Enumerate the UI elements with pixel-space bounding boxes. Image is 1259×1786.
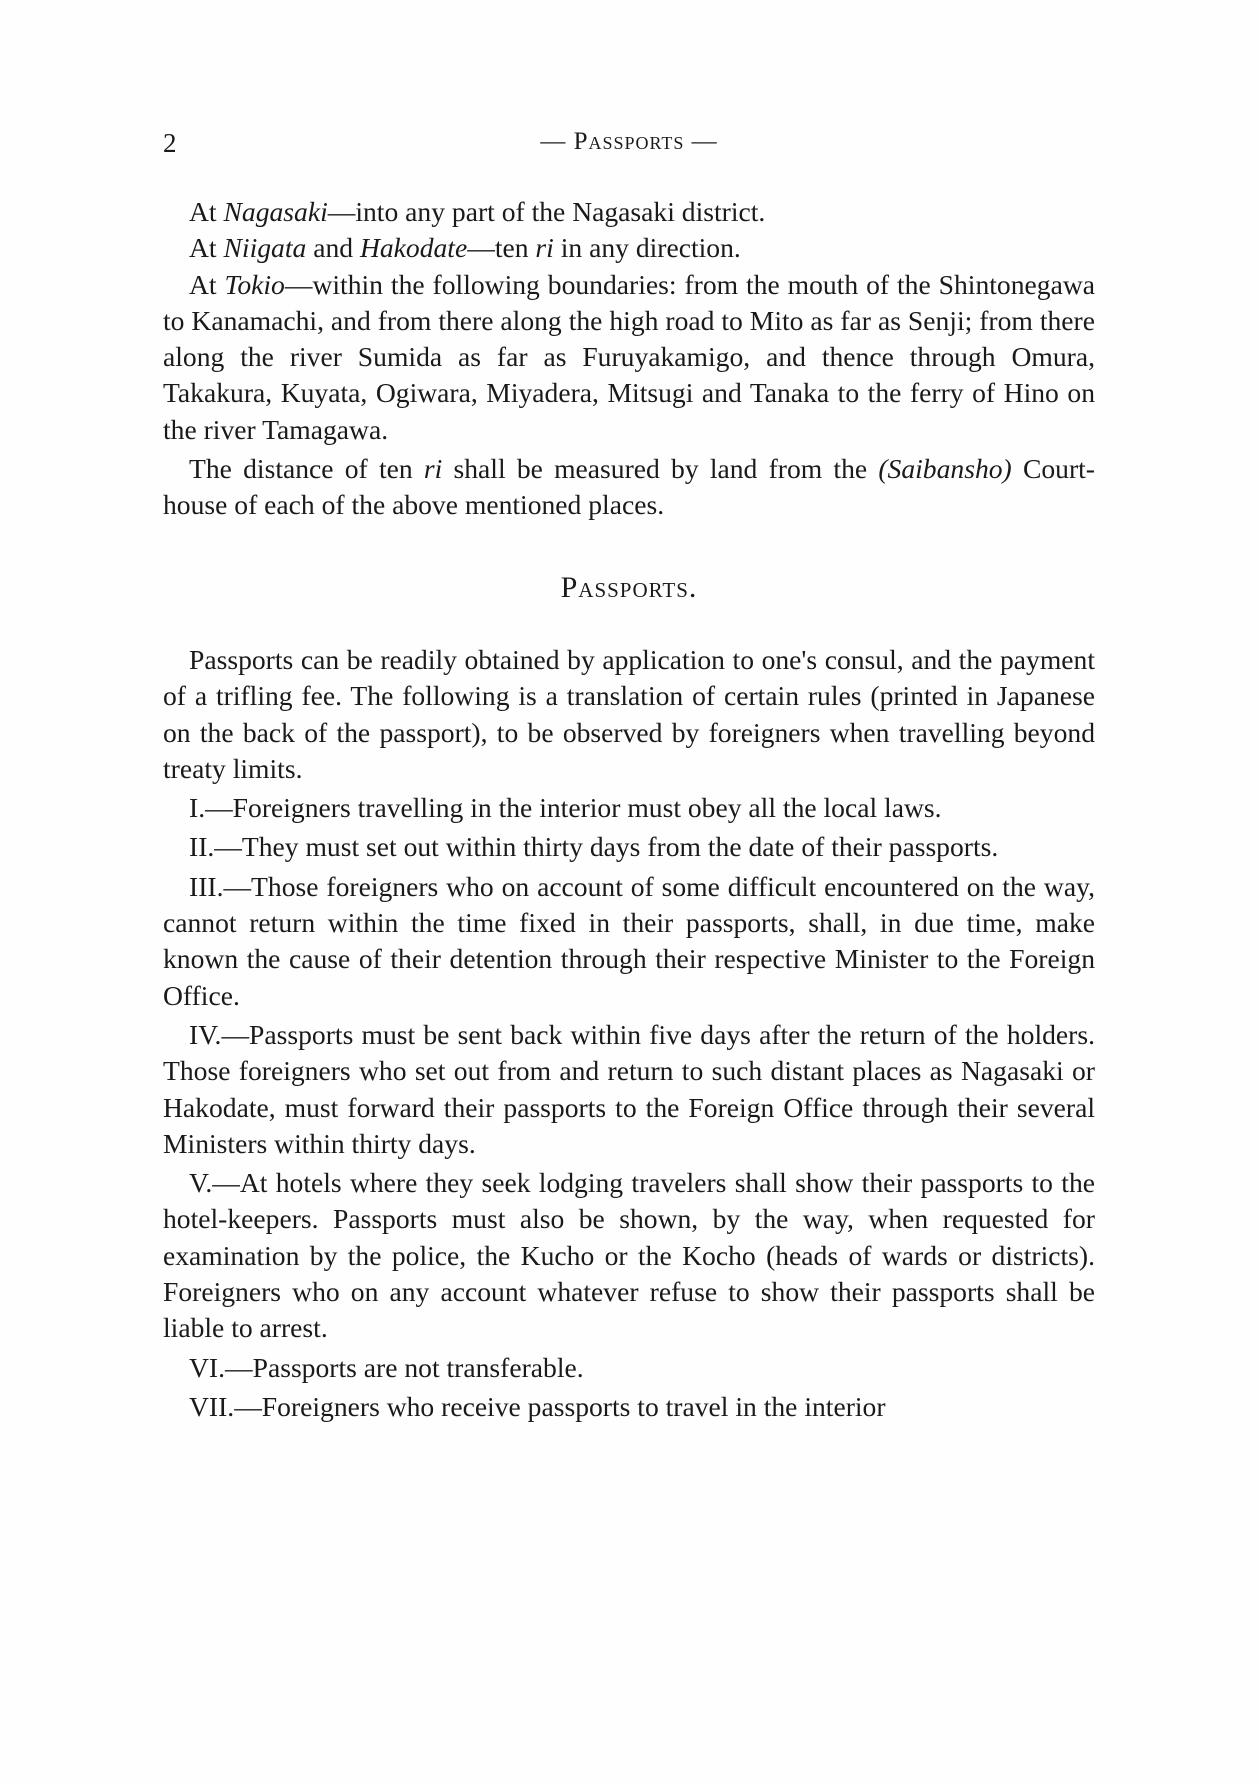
page-header [163, 128, 1095, 168]
rule-3: III.—Those foreigners who on account of some difficult encountered on the way, cannot return within the time fixed in their passports, shall, in due time, make known the cause of their detention through their respective Minister to the Foreign Office. [163, 870, 1095, 1011]
rule-1: I.—Foreigners travelling in the interior must obey all the local laws. [189, 792, 942, 824]
body-text [163, 194, 1095, 1425]
page-number: 2 [163, 128, 177, 158]
rule-7: VII.—Foreigners who receive passports to travel in the interior [189, 1390, 886, 1422]
paragraph-distance: The distance of ten ri shall be measured by land from the (Saibansho) Court-house of each of the above mentioned places. [163, 453, 1095, 521]
paragraph-niigata: At Niigata and Hakodate—ten ri in any direction. [189, 232, 741, 264]
running-head: — Passports — [540, 128, 718, 155]
rule-5: V.—At hotels where they seek lodging travelers shall show their passports to the hotel-keepers. Passports must also be shown, by the way, when requested for examination by the police, the Kucho or the Kocho (heads of wards or districts). Foreigners who on any account whatever refuse to show their passports shall be liable to arrest. [163, 1167, 1095, 1344]
rule-4: IV.—Passports must be sent back within five days after the return of the holders. Those foreigners who set out from and return to such distant places as Nagasaki or Hakodate, must forward their passports to the Foreign Office through their several Ministers within thirty days. [163, 1018, 1095, 1159]
paragraph-nagasaki: At Nagasaki—into any part of the Nagasaki district. [189, 196, 766, 227]
rule-6: VI.—Passports are not transferable. [189, 1351, 584, 1383]
section-heading: Passports. [560, 570, 698, 604]
rule-2: II.—They must set out within thirty days from the date of their passports. [189, 831, 999, 863]
paragraph-tokio: At Tokio—within the following boundaries: from the mouth of the Shintonegawa to Kanamachi, and from there along the high road to Mito as far as Senji; from there along the river Sumida as far as Furuyakamigo, and thence through Omura, Takakura, Kuyata, Ogiwara, Miyadera, Mitsugi and Tanaka to the ferry of Hino on the river Tamagawa. [163, 268, 1095, 445]
paragraph-intro: Passports can be readily obtained by application to one's consul, and the payment of a trifling fee. The following is a translation of certain rules (printed in Japanese on the back of the passport), to be observed by foreigners when travelling beyond treaty limits. [163, 643, 1095, 784]
